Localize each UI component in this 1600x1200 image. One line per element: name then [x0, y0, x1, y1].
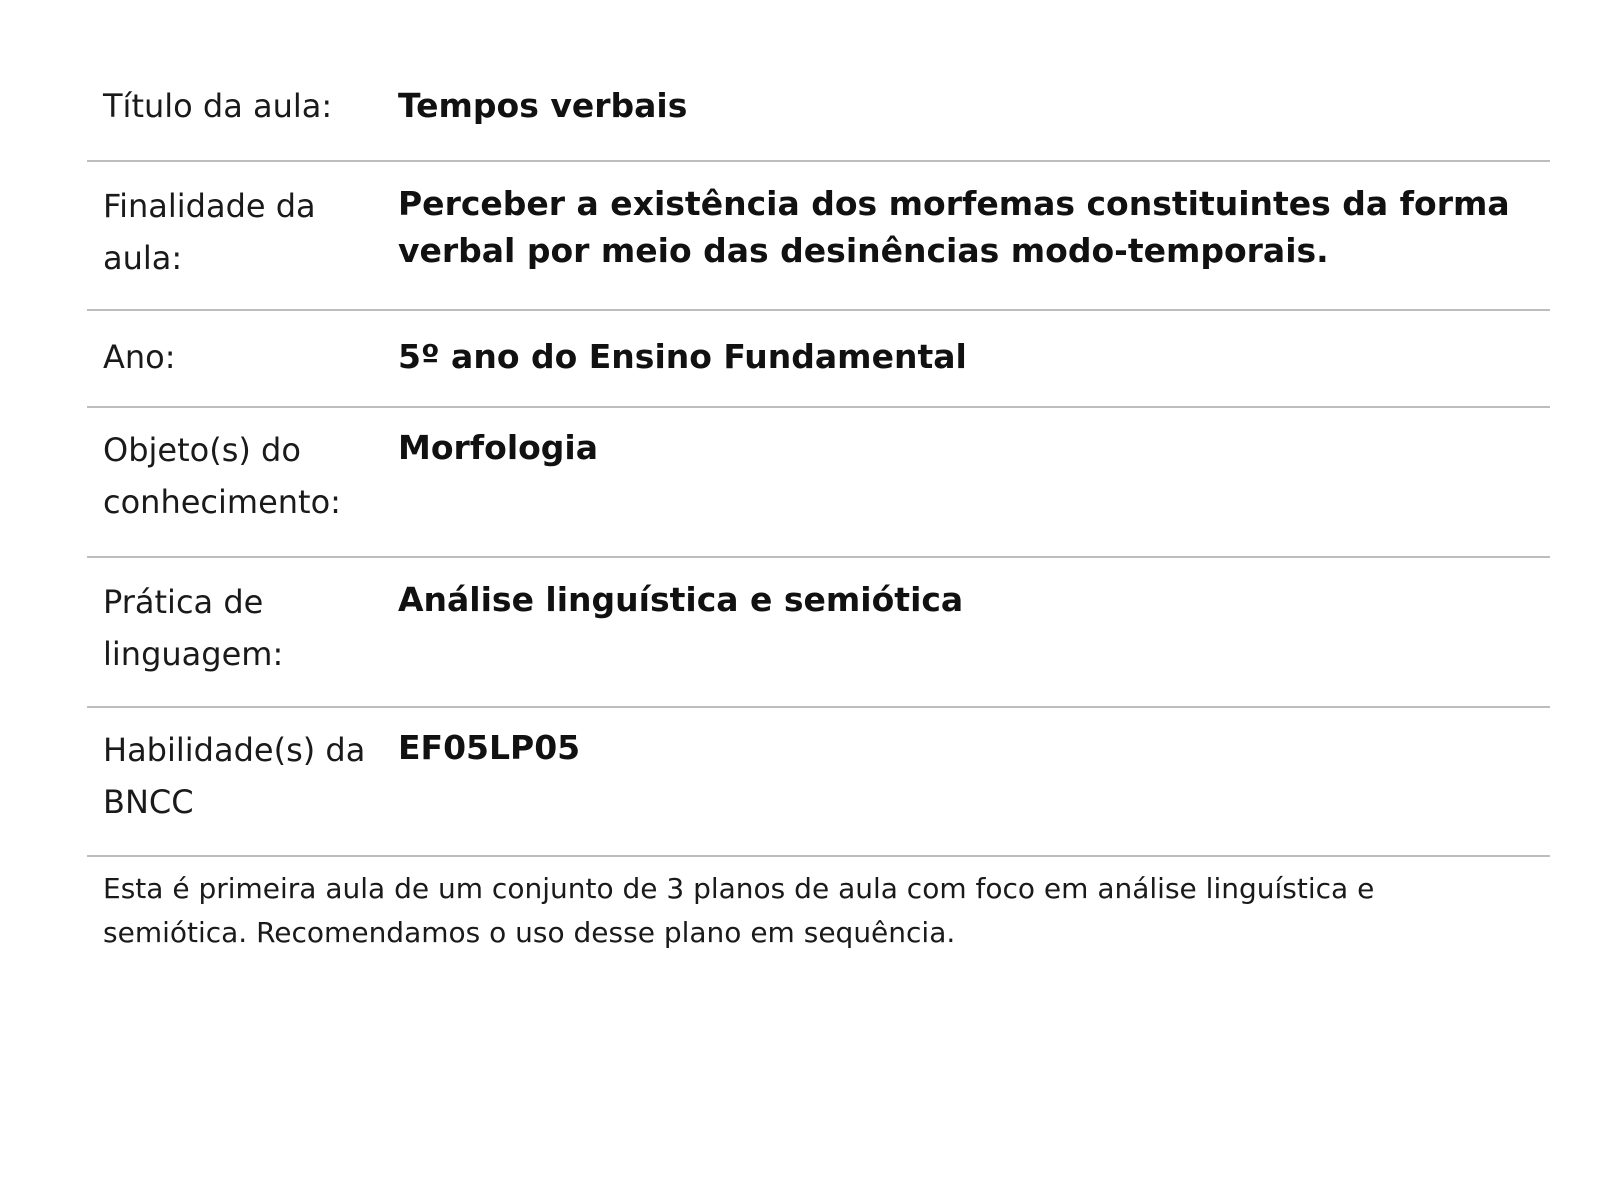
lesson-purpose-label: Finalidade da aula: [103, 187, 316, 277]
language-practice-value: Análise linguística e semiótica [398, 580, 964, 619]
row-lesson-purpose [87, 162, 1550, 311]
school-year-value: 5º ano do Ensino Fundamental [398, 337, 967, 376]
row-knowledge-object [87, 408, 1550, 558]
bncc-skill-label: Habilidade(s) da BNCC [103, 731, 366, 821]
language-practice-label: Prática de linguagem: [103, 583, 284, 673]
lesson-info-sheet [87, 58, 1550, 955]
lesson-title-value: Tempos verbais [398, 86, 688, 125]
row-bncc-skill [87, 708, 1550, 857]
knowledge-object-label: Objeto(s) do conhecimento: [103, 431, 341, 521]
lesson-title-label: Título da aula: [103, 87, 333, 125]
row-school-year [87, 311, 1550, 408]
school-year-label: Ano: [103, 338, 176, 376]
lesson-info-table [87, 58, 1550, 857]
bncc-skill-value: EF05LP05 [398, 728, 581, 767]
lesson-sequence-note: Esta é primeira aula de um conjunto de 3 planos de aula com foco em análise linguística e semiótica. Recomendamos o uso desse plano em sequência. [103, 872, 1375, 949]
knowledge-object-value: Morfologia [398, 428, 598, 467]
row-lesson-title [87, 58, 1550, 162]
row-language-practice [87, 558, 1550, 708]
lesson-purpose-value: Perceber a existência dos morfemas constituintes da forma verbal por meio das desinências modo-temporais. [398, 184, 1510, 270]
